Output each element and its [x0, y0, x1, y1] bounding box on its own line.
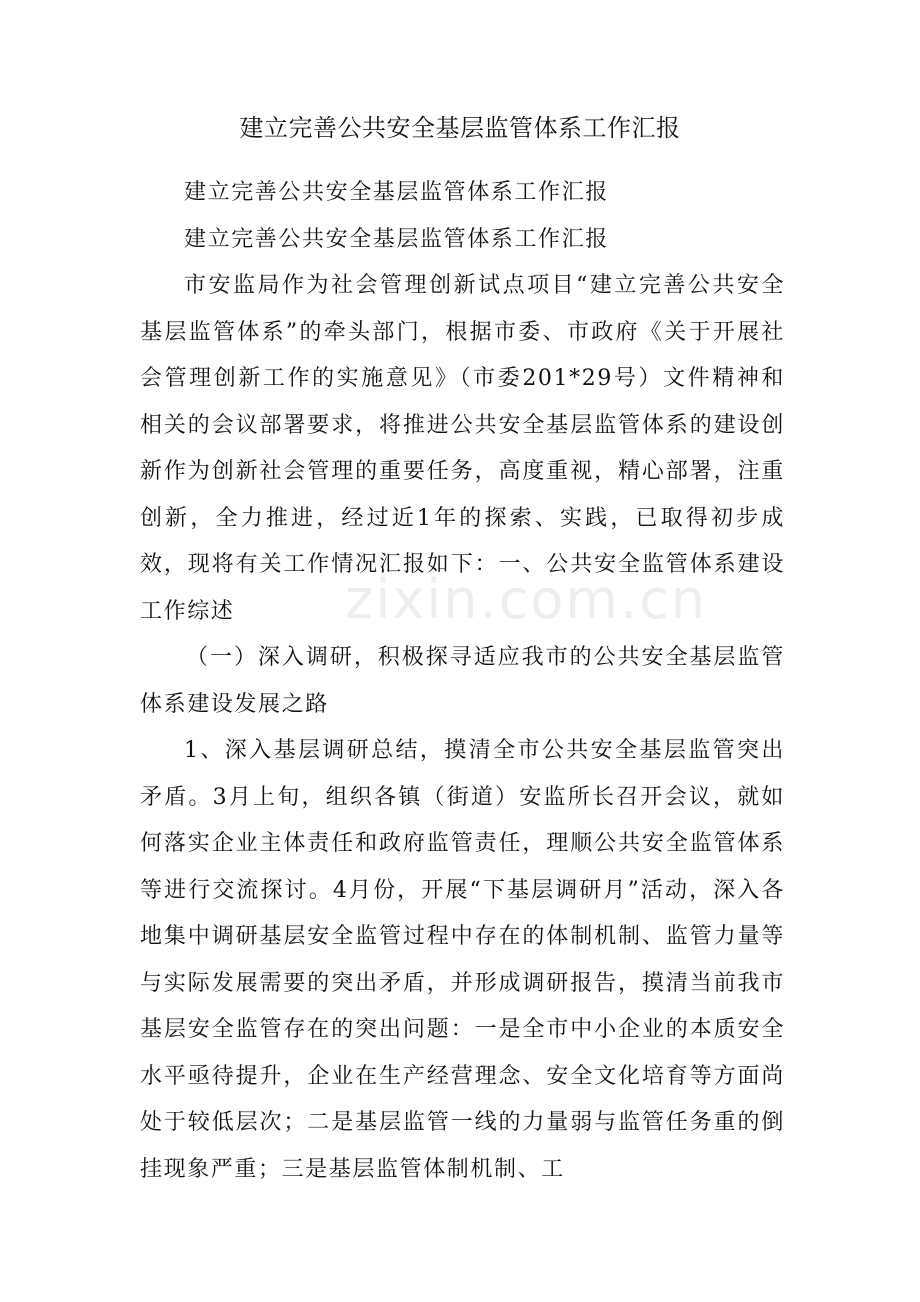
intro-paragraph: 市安监局作为社会管理创新试点项目“建立完善公共安全基层监管体系”的牵头部门，根据市委、市政府《关于开展社会管理创新工作的实施意见》（市委201*29号）文件精神和相关的会议部署要求，将推进公共安全基层监管体系的建设创新作为创新社会管理的重要任务，高度重视，精心部署，注重创新，全力推进，经过近1年的探索、实践，已取得初步成效，现将有关工作情况汇报如下：一、公共安全监管体系建设工作综述	[140, 273, 785, 624]
body-heading-repeat-1: 建立完善公共安全基层监管体系工作汇报	[184, 180, 609, 205]
section-heading-1: （一）深入调研，积极探寻适应我市的公共安全基层监管体系建设发展之路	[140, 645, 785, 717]
body-heading-repeat-2: 建立完善公共安全基层监管体系工作汇报	[184, 226, 609, 252]
subsection-paragraph-1: 1、深入基层调研总结，摸清全市公共安全基层监管突出矛盾。3月上旬，组织各镇（街道）安监所长召开会议，就如何落实企业主体责任和政府监管责任，理顺公共安全监管体系等进行交流探讨。4月份，开展“下基层调研月”活动，深入各地集中调研基层安全监管过程中存在的体制机制、监管力量等与实际发展需要的突出矛盾，并形成调研报告，摸清当前我市基层安全监管存在的突出问题：一是全市中小企业的本质安全水平亟待提升，企业在生产经营理念、安全文化培育等方面尚处于较低层次；二是基层监管一线的力量弱与监管任务重的倒挂现象严重；三是基层监管体制机制、工	[140, 738, 785, 1182]
document-body	[140, 170, 785, 1193]
watermark: zixin.com.cn	[345, 568, 708, 631]
document-title: 建立完善公共安全基层监管体系工作汇报	[239, 114, 681, 142]
